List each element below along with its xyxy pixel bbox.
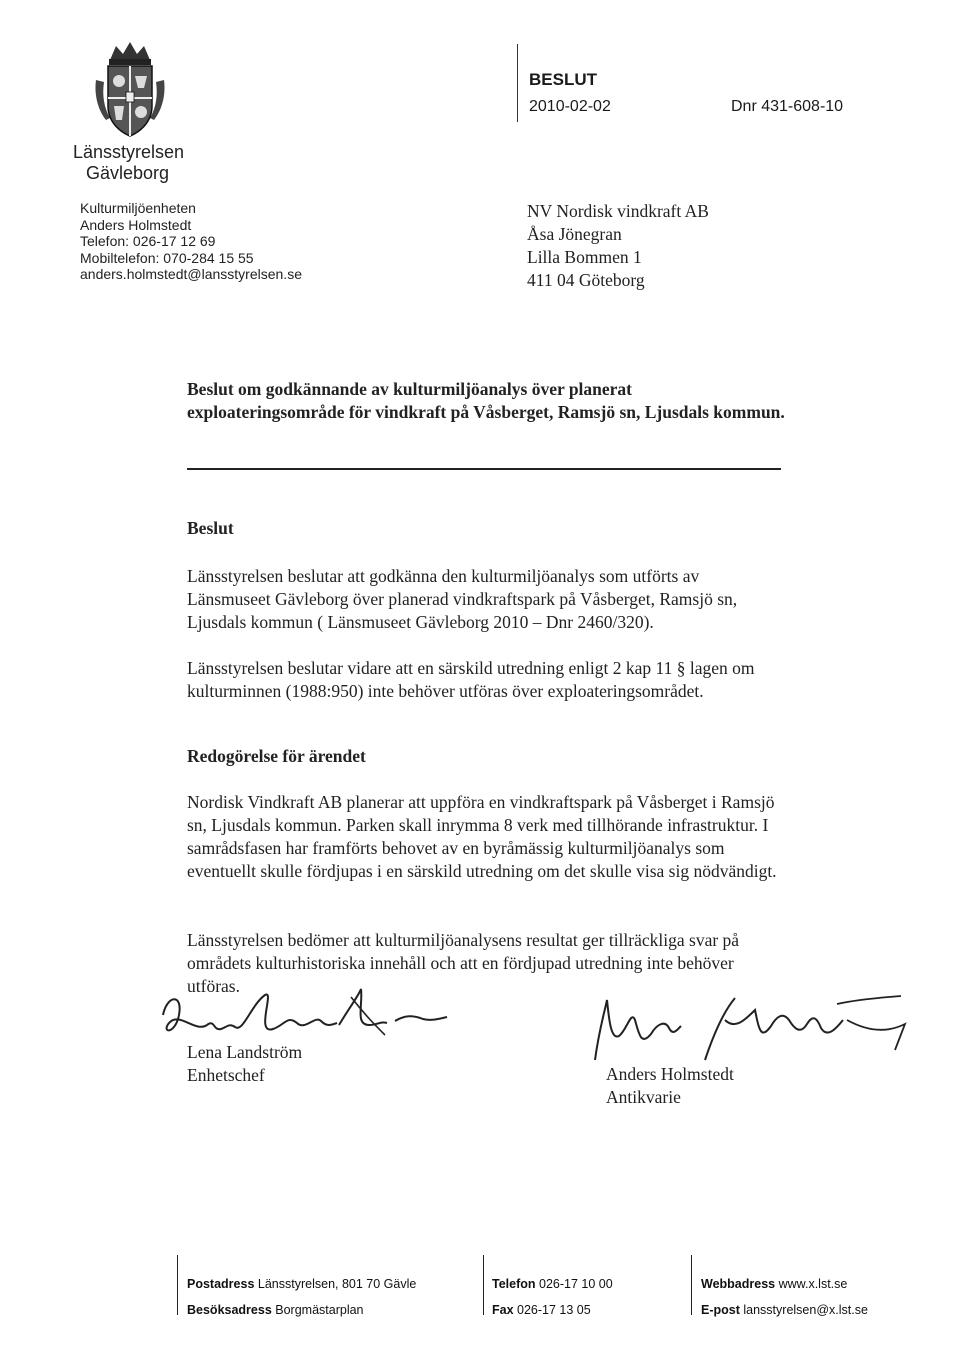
decision-paragraph-1: Länsstyrelsen beslutar att godkänna den kulturmiljöanalys som utförts av Länsmuseet Gävleborg över planerad vindkraftspark på Våsberget, Ramsjö sn, Ljusdals kommun ( Länsmuseet Gävleborg 2010 – Dnr 2460/320). — [187, 566, 738, 632]
footer-email-value: lansstyrelsen@x.lst.se — [743, 1303, 868, 1317]
footer-address-block — [187, 1271, 416, 1323]
footer-fax-label: Fax — [492, 1303, 514, 1317]
footer-phone-block — [492, 1271, 613, 1323]
footer-postal-value: Länsstyrelsen, 801 70 Gävle — [257, 1277, 417, 1291]
footer-fax-value: 026-17 13 05 — [517, 1303, 591, 1317]
signature-right — [585, 990, 925, 1070]
recipient-person: Åsa Jönegran — [527, 224, 622, 244]
footer-web-value: www.x.lst.se — [778, 1277, 848, 1291]
footer-visit-label: Besöksadress — [187, 1303, 272, 1317]
agency-region: Gävleborg — [86, 163, 170, 183]
document-dnr: Dnr 431-608-10 — [731, 98, 844, 115]
document-date: 2010-02-02 — [529, 98, 611, 115]
subject-heading: Beslut om godkännande av kulturmiljöanalys över planerat exploateringsområde för vindkraft på Våsberget, Ramsjö sn, Ljusdals kommun. — [187, 379, 785, 422]
signatory-left-title: Enhetschef — [187, 1065, 265, 1085]
signature-left — [155, 985, 475, 1045]
signatory-right-title: Antikvarie — [606, 1087, 681, 1107]
contact-phone: Telefon: 026-17 12 69 — [80, 233, 216, 249]
footer-divider-1 — [177, 1255, 178, 1315]
recipient-address — [527, 200, 709, 292]
document-type: BESLUT — [529, 70, 597, 89]
account-paragraph-1: Nordisk Vindkraft AB planerar att uppföra en vindkraftspark på Våsberget i Ramsjö sn, Ljusdals kommun. Parken skall inrymma 8 verk med tillhörande infrastruktur. I samrådsfasen har framförts behovet av en byråmässig kulturmiljöanalys som eventuellt skulle fördjupas i en särskild utredning om det skulle visa sig nödvändigt. — [187, 792, 777, 881]
footer-divider-3 — [691, 1255, 692, 1315]
account-paragraph-2: Länsstyrelsen bedömer att kulturmiljöanalysens resultat ger tillräckliga svar på områdets kulturhistoriska innehåll och att en fördjupad utredning inte behöver utföras. — [187, 930, 740, 996]
signatory-right-name: Anders Holmstedt — [606, 1064, 734, 1084]
agency-name: Länsstyrelsen — [73, 142, 185, 162]
contact-mobile: Mobiltelefon: 070-284 15 55 — [80, 249, 254, 266]
signatory-left-name: Lena Landström — [187, 1042, 303, 1062]
contact-name: Anders Holmstedt — [80, 216, 192, 233]
decision-heading: Beslut — [187, 518, 234, 538]
coat-of-arms-logo — [92, 40, 168, 140]
recipient-city: 411 04 Göteborg — [527, 270, 645, 290]
recipient-street: Lilla Bommen 1 — [527, 247, 642, 267]
footer-divider-2 — [483, 1255, 484, 1315]
recipient-company: NV Nordisk vindkraft AB — [527, 201, 709, 221]
decision-paragraph-2: Länsstyrelsen beslutar vidare att en särskild utredning enligt 2 kap 11 § lagen om kulturminnen (1988:950) inte behöver utföras över exploateringsområdet. — [187, 658, 755, 701]
footer-postal-label: Postadress — [187, 1277, 255, 1291]
footer-email-label: E-post — [701, 1303, 740, 1317]
account-heading: Redogörelse för ärendet — [187, 746, 366, 766]
footer-phone-label: Telefon — [492, 1277, 536, 1291]
footer-visit-value: Borgmästarplan — [275, 1303, 364, 1317]
footer-phone-value: 026-17 10 00 — [539, 1277, 613, 1291]
footer-web-label: Webbadress — [701, 1277, 776, 1291]
contact-email: anders.holmstedt@lansstyrelsen.se — [80, 266, 302, 282]
subject-rule — [187, 468, 781, 470]
contact-block — [80, 200, 302, 283]
header-divider — [517, 44, 518, 122]
footer-web-block — [701, 1271, 868, 1323]
contact-unit: Kulturmiljöenheten — [80, 200, 196, 216]
